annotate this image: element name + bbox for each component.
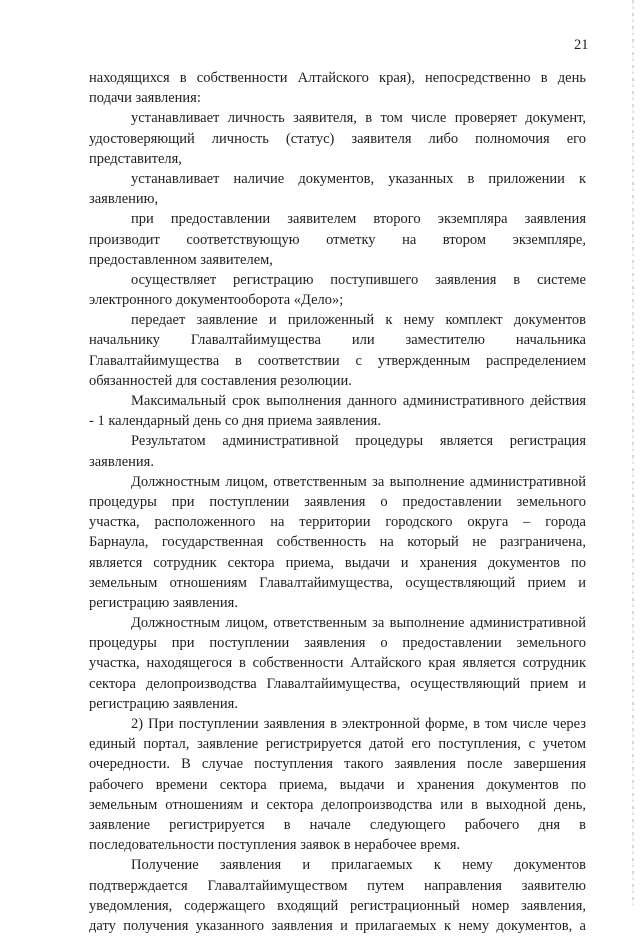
text-line: удостоверяющий личность (статус) заявителя либо полномочия его — [89, 130, 586, 147]
text-line: земельным отношениям и сектора делопроизводства или в выходной день, — [89, 796, 586, 813]
text-line: является сотрудник сектора приема, выдачи и хранения документов по — [89, 554, 586, 571]
text-line: Должностным лицом, ответственным за выполнение административной — [131, 473, 586, 490]
text-line: Должностным лицом, ответственным за выполнение административной — [131, 615, 586, 632]
text-line: земельным отношениям Главалтайимущества, осуществляющий прием и — [89, 574, 586, 591]
text-line: заявлению, — [89, 191, 159, 208]
text-line: 2) При поступлении заявления в электронной форме, в том числе через — [131, 716, 586, 732]
text-line: Максимальный срок выполнения данного административного действия — [131, 393, 586, 409]
text-line: регистрацию заявления. — [89, 594, 238, 611]
text-line: единый портал, заявление регистрируется датой его поступления, с учетом — [89, 736, 586, 753]
text-line: заявление регистрируется в начале следующего рабочего дня в — [89, 816, 586, 833]
text-line: очередности. В случае поступления такого заявления после завершения — [89, 756, 586, 773]
text-line: процедуры при поступлении заявления о предоставлении земельного — [89, 493, 586, 510]
text-line: - 1 календарный день со дня приема заявления. — [89, 413, 381, 430]
text-line: передает заявление и приложенный к нему комплект документов — [131, 312, 586, 329]
text-line: производит соответствующую отметку на втором экземпляре, — [89, 231, 586, 248]
page-number: 21 — [574, 37, 589, 53]
text-line: уведомления, содержащего входящий регистрационный номер заявления, — [89, 897, 586, 914]
text-line: рабочего времени сектора приема, выдачи и хранения документов по — [89, 776, 586, 793]
text-line: Барнаула, государственная собственность на который не разграничена, — [89, 534, 586, 551]
text-line: устанавливает личность заявителя, в том числе проверяет документ, — [131, 110, 586, 127]
text-line: устанавливает наличие документов, указанных в приложении к — [131, 170, 586, 187]
scan-edge-artifact — [632, 0, 634, 905]
text-line: при предоставлении заявителем второго экземпляра заявления — [131, 211, 586, 228]
document-body — [89, 68, 586, 936]
text-line: начальнику Главалтайимущества или заместителю начальника — [89, 332, 586, 349]
text-line: дату получения указанного заявления и прилагаемых к нему документов, а — [89, 917, 586, 934]
text-line: подачи заявления: — [89, 90, 201, 107]
text-line: участка, находящегося в собственности Алтайского края является сотрудник — [89, 655, 586, 672]
text-line: предоставленном заявителем, — [89, 251, 273, 268]
text-line: заявления. — [89, 453, 154, 470]
text-line: процедуры при поступлении заявления о предоставлении земельного — [89, 635, 586, 652]
text-line: Получение заявления и прилагаемых к нему документов — [131, 857, 586, 874]
text-line: находящихся в собственности Алтайского края), непосредственно в день — [89, 70, 586, 86]
text-line: участка, расположенного на территории городского округа – города — [89, 514, 586, 531]
text-line: сектора делопроизводства Главалтайимущества, осуществляющий прием и — [89, 675, 586, 692]
text-line: последовательности поступления заявок в нерабочее время. — [89, 837, 461, 854]
text-line: осуществляет регистрацию поступившего заявления в системе — [131, 271, 586, 288]
text-line: Главалтайимущества в соответствии с утвержденным распределением — [89, 352, 586, 369]
text-line: регистрацию заявления. — [89, 695, 238, 712]
text-line: подтверждается Главалтайимуществом путем направления заявителю — [89, 877, 586, 894]
text-line: представителя, — [89, 150, 182, 167]
text-line: электронного документооборота «Дело»; — [89, 292, 344, 309]
text-line: Результатом административной процедуры является регистрация — [131, 433, 586, 450]
text-line: обязанностей для составления резолюции. — [89, 372, 352, 389]
